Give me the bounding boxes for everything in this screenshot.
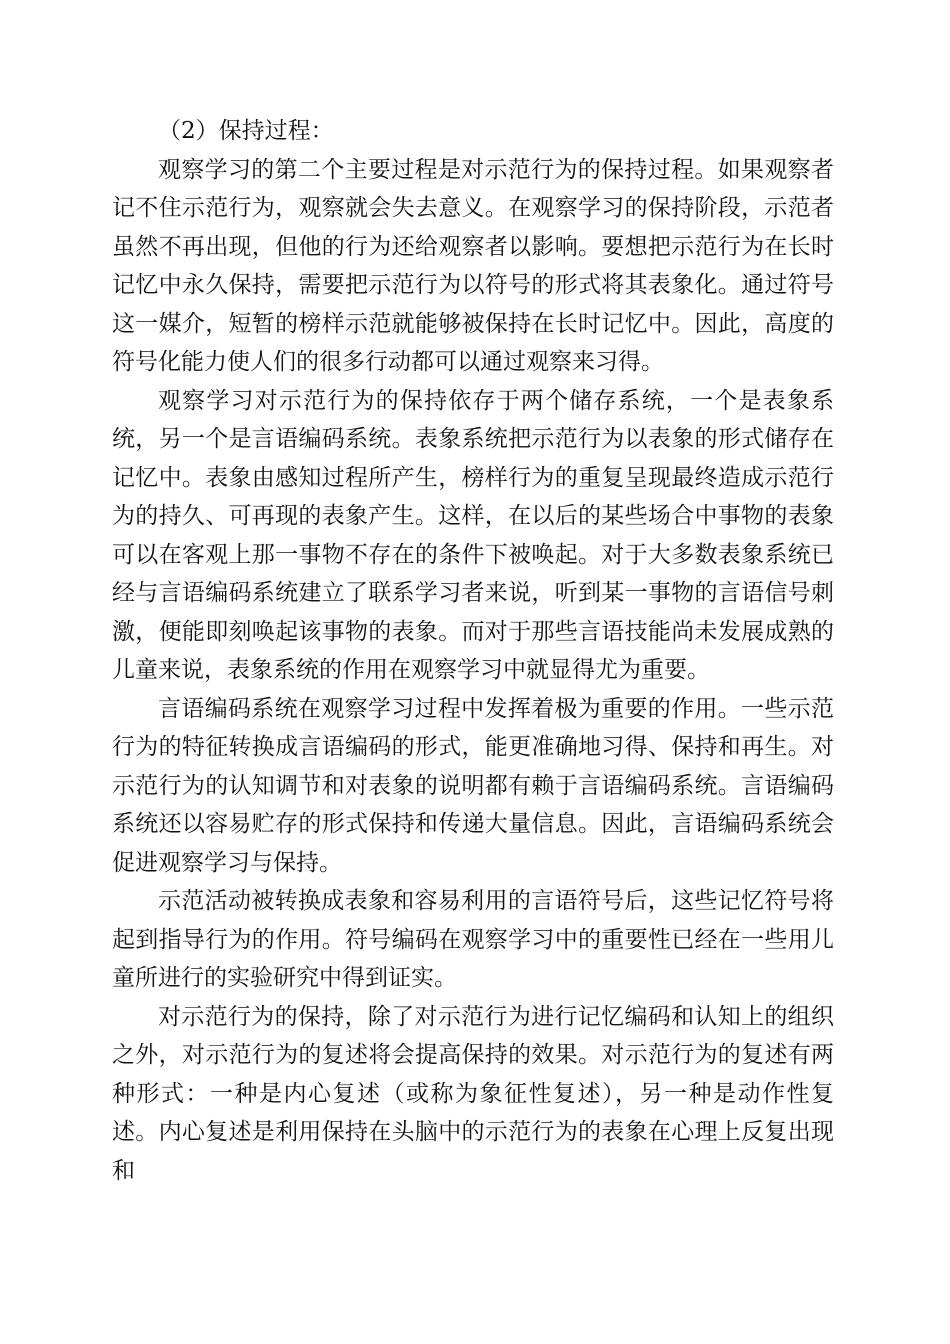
paragraph-5: 对示范行为的保持，除了对示范行为进行记忆编码和认知上的组织之外，对示范行为的复述将会提高保持的效果。对示范行为的复述有两种形式：一种是内心复述（或称为象征性复述），另一种是动作性复述。内心复述是利用保持在头脑中的示范行为的表象在心理上反复出现和 [112,1003,834,1184]
section-heading: （2）保持过程： [158,118,334,144]
paragraph-3: 言语编码系统在观察学习过程中发挥着极为重要的作用。一些示范行为的特征转换成言语编码的形式，能更准确地习得、保持和再生。对示范行为的认知调节和对表象的说明都有赖于言语编码系统。言语编码系统还以容易贮存的形式保持和传递大量信息。因此，言语编码系统会促进观察学习与保持。 [112,695,834,876]
paragraph-4: 示范活动被转换成表象和容易利用的言语符号后，这些记忆符号将起到指导行为的作用。符号编码在观察学习中的重要性已经在一些用儿童所进行的实验研究中得到证实。 [112,888,834,991]
paragraph-1: 观察学习的第二个主要过程是对示范行为的保持过程。如果观察者记不住示范行为，观察就会失去意义。在观察学习的保持阶段，示范者虽然不再出现，但他的行为还给观察者以影响。要想把示范行为在长时记忆中永久保持，需要把示范行为以符号的形式将其表象化。通过符号这一媒介，短暂的榜样示范就能够被保持在长时记忆中。因此，高度的符号化能力使人们的很多行动都可以通过观察来习得。 [112,156,834,375]
paragraph-2: 观察学习对示范行为的保持依存于两个储存系统，一个是表象系统，另一个是言语编码系统。表象系统把示范行为以表象的形式储存在记忆中。表象由感知过程所产生，榜样行为的重复呈现最终造成示范行为的持久、可再现的表象产生。这样，在以后的某些场合中事物的表象可以在客观上那一事物不存在的条件下被唤起。对于大多数表象系统已经与言语编码系统建立了联系学习者来说，听到某一事物的言语信号刺激，便能即刻唤起该事物的表象。而对于那些言语技能尚未发展成熟的儿童来说，表象系统的作用在观察学习中就显得尤为重要。 [112,387,834,683]
document-body [112,112,834,1190]
